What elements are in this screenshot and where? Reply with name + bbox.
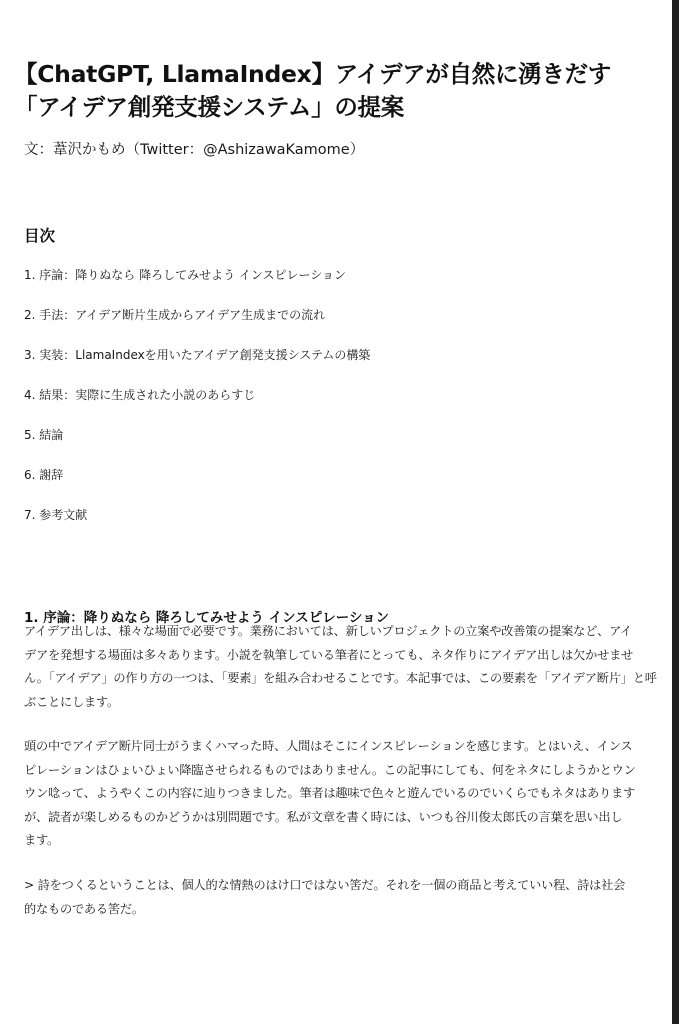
section-heading: 1. 序論：降りぬなら 降ろしてみせよう インスピレーション: [24, 610, 390, 627]
toc-item-method[interactable]: 2. 手法：アイデア断片生成からアイデア生成までの流れ: [24, 308, 326, 322]
paragraph-line: ん。「アイデア」の作り方の一つは、「要素」を組み合わせることです。本記事では、この要素を「アイデア断片」と呼: [24, 671, 657, 686]
paragraph-line: が、読者が楽しめるものかどうかは別問題です。私が文章を書く時には、いつも谷川俊太郎氏の言葉を思い出し: [24, 809, 623, 824]
title-line: 【ChatGPT, LlamaIndex】アイデアが自然に湧きだす: [14, 60, 611, 88]
paragraph-line: ます。: [24, 833, 59, 848]
toc-heading: 目次: [24, 227, 56, 245]
article-title: [14, 58, 654, 124]
toc-item-results[interactable]: 4. 結果：実際に生成された小説のあらすじ: [24, 388, 256, 402]
toc-item-references[interactable]: 7. 参考文献: [24, 508, 88, 522]
paragraph-line: 頭の中でアイデア断片同士がうまくハマった時、人間はそこにインスピレーションを感じます。とはいえ、インス: [24, 739, 633, 753]
paragraph-line: ウン唸って、ようやくこの内容に辿りつきました。筆者は趣味で色々と遊んでいるのでいくらでもネタはあります: [24, 786, 635, 801]
paragraph-line: デアを発想する場面は多々あります。小説を執筆している筆者にとっても、ネタ作りにアイデア出しは欠かせませ: [24, 647, 634, 662]
table-of-contents: [24, 265, 370, 545]
toc-item-acknowledgements[interactable]: 6. 謝辞: [24, 468, 64, 482]
paragraph-line: ピレーションはひょいひょい降臨させられるものではありません。この記事にしても、何をネタにしようかとウン: [24, 762, 636, 777]
quote-paragraph: [24, 874, 626, 921]
author-byline: 文：葦沢かもめ（Twitter：@AshizawaKamome）: [24, 142, 365, 158]
paragraph-line: アイデア出しは、様々な場面で必要です。業務においては、新しいプロジェクトの立案や改善策の提案など、アイ: [24, 624, 632, 638]
body-paragraph: [24, 620, 657, 714]
quote-line: > 詩をつくるということは、個人的な情熱のはけ口ではない筈だ。それを一個の商品と考えていい程、詩は社会: [24, 878, 626, 892]
toc-item-conclusion[interactable]: 5. 結論: [24, 428, 64, 442]
toc-item-implementation[interactable]: 3. 実装：LlamaIndexを用いたアイデア創発支援システムの構築: [24, 348, 371, 362]
paragraph-line: ぶことにします。: [24, 694, 119, 709]
page-edge-border: [672, 0, 679, 1024]
title-line: 「アイデア創発支援システム」の提案: [14, 93, 404, 121]
toc-item-introduction[interactable]: 1. 序論：降りぬなら 降ろしてみせよう インスピレーション: [24, 268, 347, 282]
body-paragraph: [24, 735, 636, 853]
quote-line: 的なものである筈だ。: [24, 901, 144, 916]
